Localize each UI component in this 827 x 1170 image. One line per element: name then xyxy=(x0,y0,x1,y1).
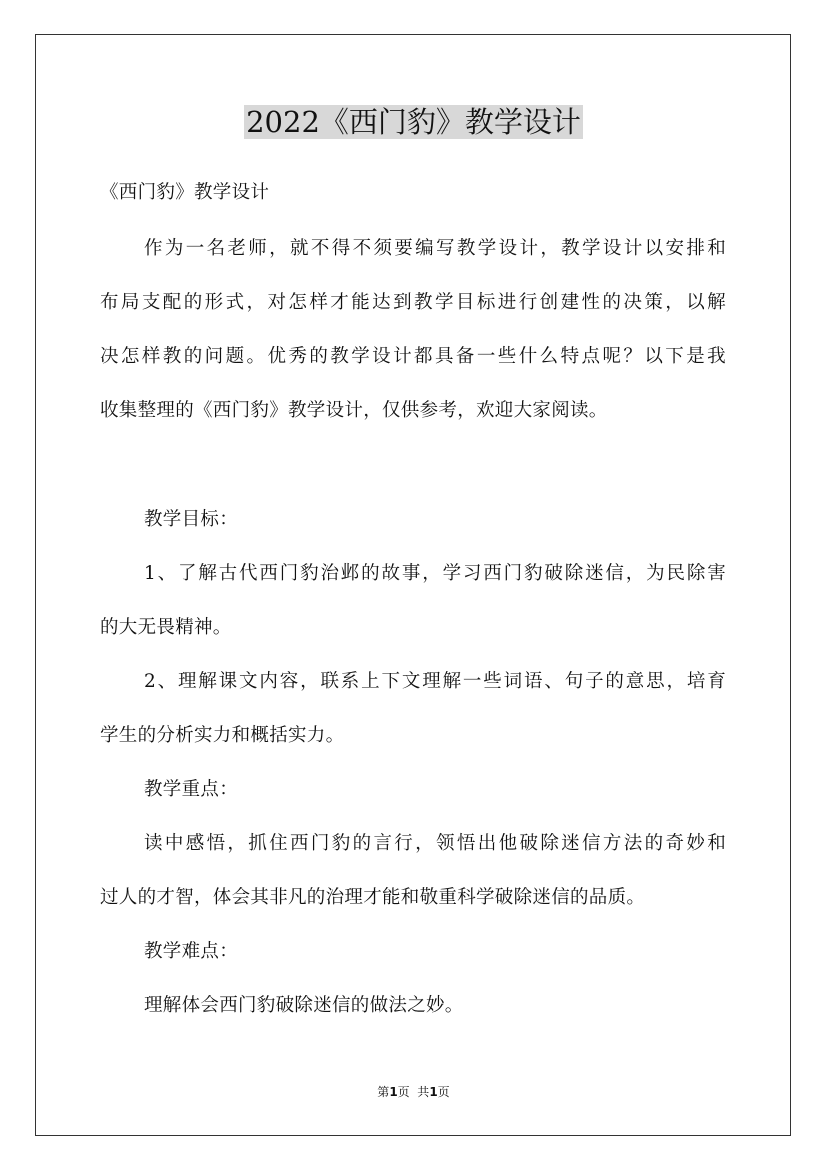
key-points-line-2: 过人的才智，体会其非凡的治理才能和敬重科学破除迷信的品质。 xyxy=(100,887,646,908)
objective-1-line-1: 1、了解古代西门豹治邺的故事，学习西门豹破除迷信，为民除害 xyxy=(144,563,726,584)
intro-line-1: 作为一名老师，就不得不须要编写教学设计，教学设计以安排和 xyxy=(144,238,726,259)
footer-page-total: 1 xyxy=(429,1085,438,1099)
footer-suffix: 页 xyxy=(437,1085,450,1099)
document-subtitle: 《西门豹》教学设计 xyxy=(100,182,270,203)
footer-page-number: 1 xyxy=(389,1085,398,1099)
objective-2-line-2: 学生的分析实力和概括实力。 xyxy=(100,725,345,746)
intro-line-3: 决怎样教的问题。优秀的教学设计都具备一些什么特点呢？以下是我 xyxy=(100,346,726,367)
footer-mid: 页 共 xyxy=(397,1085,430,1099)
footer-prefix: 第 xyxy=(377,1085,390,1099)
difficulty-text: 理解体会西门豹破除迷信的做法之妙。 xyxy=(144,995,464,1016)
document-title xyxy=(0,100,827,144)
document-title-text: 2022《西门豹》教学设计 xyxy=(246,105,581,139)
objective-1-line-2: 的大无畏精神。 xyxy=(100,617,232,638)
key-points-line-1: 读中感悟，抓住西门豹的言行，领悟出他破除迷信方法的奇妙和 xyxy=(144,833,726,854)
objectives-heading: 教学目标： xyxy=(144,509,239,530)
intro-line-2: 布局支配的形式，对怎样才能达到教学目标进行创建性的决策，以解 xyxy=(100,292,726,313)
key-points-heading: 教学重点： xyxy=(144,779,239,800)
page-footer xyxy=(0,1083,827,1101)
difficulty-heading: 教学难点： xyxy=(144,941,239,962)
objective-2-line-1: 2、理解课文内容，联系上下文理解一些词语、句子的意思，培育 xyxy=(144,671,726,692)
intro-line-4: 收集整理的《西门豹》教学设计，仅供参考，欢迎大家阅读。 xyxy=(100,400,608,421)
